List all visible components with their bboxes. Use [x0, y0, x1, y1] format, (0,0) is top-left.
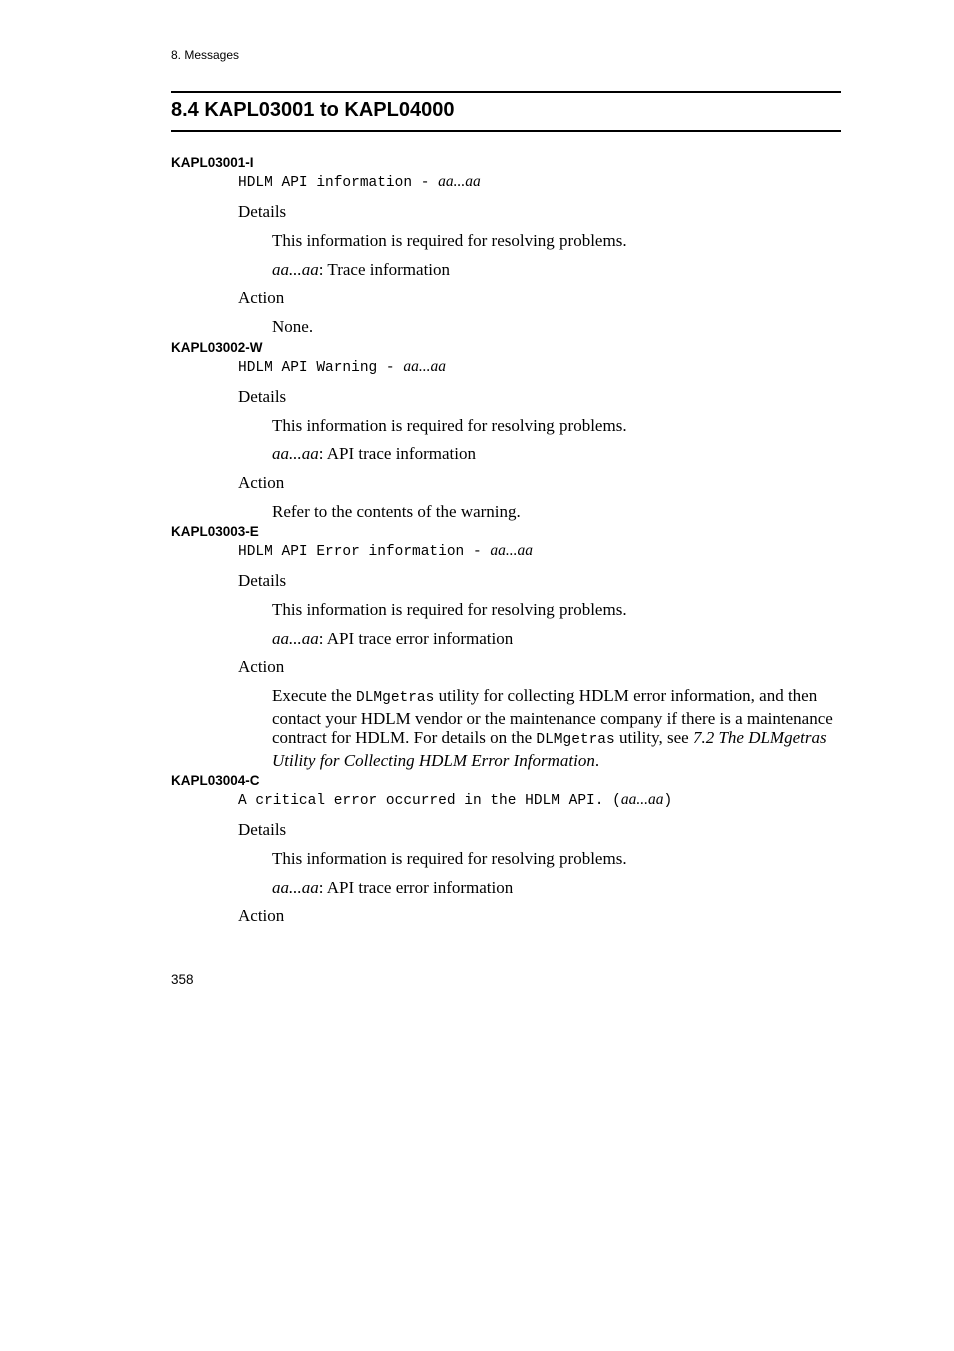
message-id: KAPL03003-E	[171, 524, 259, 539]
message-text	[238, 790, 841, 811]
section-header	[171, 91, 841, 132]
action-text-part: Execute the	[272, 686, 357, 705]
variable-description	[272, 620, 841, 649]
action-label: Action	[238, 288, 285, 307]
variable-name: aa...aa	[272, 259, 319, 279]
message-variable: aa...aa	[620, 791, 664, 808]
variable-meaning: : API trace error information	[318, 877, 514, 897]
action-text-part: .	[594, 750, 600, 770]
utility-name: DLMgetras	[536, 732, 615, 748]
details-label: Details	[238, 820, 287, 839]
details-label: Details	[238, 386, 287, 406]
message-entry	[171, 338, 841, 522]
action-label: Action	[238, 657, 285, 676]
variable-meaning: : API trace information	[318, 444, 476, 463]
details-label: Details	[238, 202, 287, 221]
variable-meaning: : Trace information	[318, 259, 451, 279]
action-text: None.	[272, 317, 314, 336]
message-entry	[171, 522, 841, 770]
message-id: KAPL03004-C	[171, 773, 260, 788]
message-variable: aa...aa	[490, 542, 533, 559]
variable-description	[272, 869, 841, 898]
variable-name: aa...aa	[272, 877, 319, 897]
variable-description	[272, 435, 841, 464]
section-title: 8.4 KAPL03001 to KAPL04000	[171, 99, 455, 121]
message-variable: aa...aa	[403, 357, 446, 375]
details-text: This information is required for resolving problems.	[272, 849, 627, 868]
action-label: Action	[238, 906, 285, 925]
message-text-end: )	[663, 793, 673, 809]
message-text-body: A critical error occurred in the HDLM API. (	[238, 793, 621, 809]
message-entry	[171, 153, 841, 337]
message-text-body: HDLM API Warning -	[238, 359, 404, 376]
action-text	[272, 677, 841, 770]
message-entry	[171, 771, 841, 926]
utility-name: DLMgetras	[356, 690, 435, 706]
details-label: Details	[238, 571, 287, 590]
action-text-part: utility for collecting HDLM error information, and then contact your HDLM vendor or the maintenance company if there is a maintenance contract for HDLM. For details on the	[272, 686, 833, 747]
page-number: 358	[171, 972, 194, 987]
message-text	[238, 172, 841, 193]
action-label: Action	[238, 472, 285, 492]
message-text-body: HDLM API information -	[238, 175, 439, 191]
message-text-body: HDLM API Error information -	[238, 544, 491, 560]
message-id: KAPL03001-I	[171, 155, 254, 170]
action-text-part: utility, see	[614, 728, 693, 747]
details-text: This information is required for resolving problems.	[272, 415, 627, 435]
variable-name: aa...aa	[272, 628, 319, 648]
variable-description	[272, 251, 841, 280]
details-text: This information is required for resolving problems.	[272, 231, 627, 250]
variable-name: aa...aa	[272, 444, 319, 463]
running-head: 8. Messages	[171, 48, 240, 62]
cross-reference-link[interactable]: 7.2 The DLMgetras Utility for Collecting HDLM Error Information	[272, 728, 827, 770]
message-text	[238, 357, 841, 378]
message-id: KAPL03002-W	[171, 339, 263, 355]
message-list	[171, 153, 841, 927]
message-text	[238, 541, 841, 562]
variable-meaning: : API trace error information	[318, 628, 514, 648]
message-variable: aa...aa	[438, 173, 481, 190]
action-text: Refer to the contents of the warning.	[272, 501, 521, 521]
details-text: This information is required for resolving problems.	[272, 600, 627, 619]
